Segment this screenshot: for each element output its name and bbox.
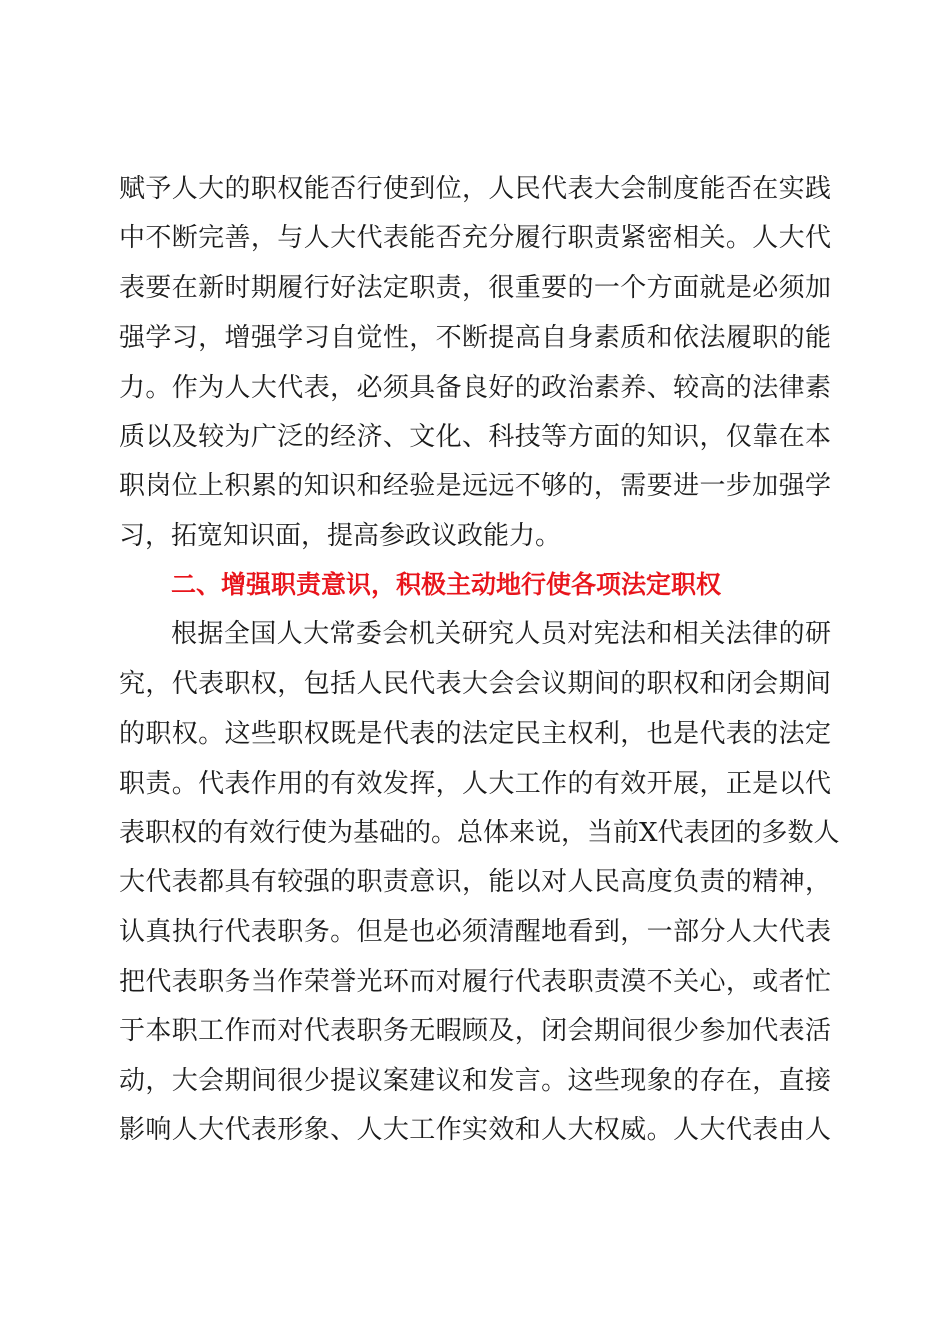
paragraph-2-line-9: 于本职工作而对代表职务无暇顾及，闭会期间很少参加代表活 [119, 1016, 831, 1046]
paragraph-2-line-3: 的职权。这些职权既是代表的法定民主权利，也是代表的法定 [119, 719, 831, 749]
paragraph-1-line-8: 习，拓宽知识面，提高参政议政能力。 [119, 521, 562, 551]
paragraph-2-line-5: 表职权的有效行使为基础的。总体来说，当前X代表团的多数人 [119, 818, 840, 848]
paragraph-2-line-1: 根据全国人大常委会机关研究人员对宪法和相关法律的研 [171, 619, 831, 649]
paragraph-2-line-6: 大代表都具有较强的职责意识，能以对人民高度负责的精神， [119, 867, 831, 897]
paragraph-2-line-4: 职责。代表作用的有效发挥，人大工作的有效开展，正是以代 [119, 769, 831, 799]
paragraph-2-line-7: 认真执行代表职务。但是也必须清醒地看到，一部分人大代表 [119, 917, 831, 947]
paragraph-1-line-3: 表要在新时期履行好法定职责，很重要的一个方面就是必须加 [119, 273, 831, 303]
paragraph-1-line-7: 职岗位上积累的知识和经验是远远不够的，需要进一步加强学 [119, 471, 831, 501]
paragraph-1-line-6: 质以及较为广泛的经济、文化、科技等方面的知识，仅靠在本 [119, 422, 831, 452]
paragraph-1-line-2: 中不断完善，与人大代表能否充分履行职责紧密相关。人大代 [119, 223, 831, 253]
section-heading: 二、增强职责意识，积极主动地行使各项法定职权 [171, 570, 722, 599]
paragraph-2-line-10: 动，大会期间很少提议案建议和发言。这些现象的存在，直接 [119, 1066, 831, 1096]
paragraph-1-line-5: 力。作为人大代表，必须具备良好的政治素养、较高的法律素 [119, 373, 831, 403]
paragraph-2-line-8: 把代表职务当作荣誉光环而对履行代表职责漠不关心，或者忙 [119, 967, 831, 997]
paragraph-1-line-1: 赋予人大的职权能否行使到位，人民代表大会制度能否在实践 [119, 174, 831, 204]
paragraph-2-line-11: 影响人大代表形象、人大工作实效和人大权威。人大代表由人 [119, 1115, 831, 1145]
paragraph-2-line-2: 究，代表职权，包括人民代表大会会议期间的职权和闭会期间 [119, 669, 831, 699]
paragraph-1-line-4: 强学习，增强学习自觉性，不断提高自身素质和依法履职的能 [119, 323, 831, 353]
